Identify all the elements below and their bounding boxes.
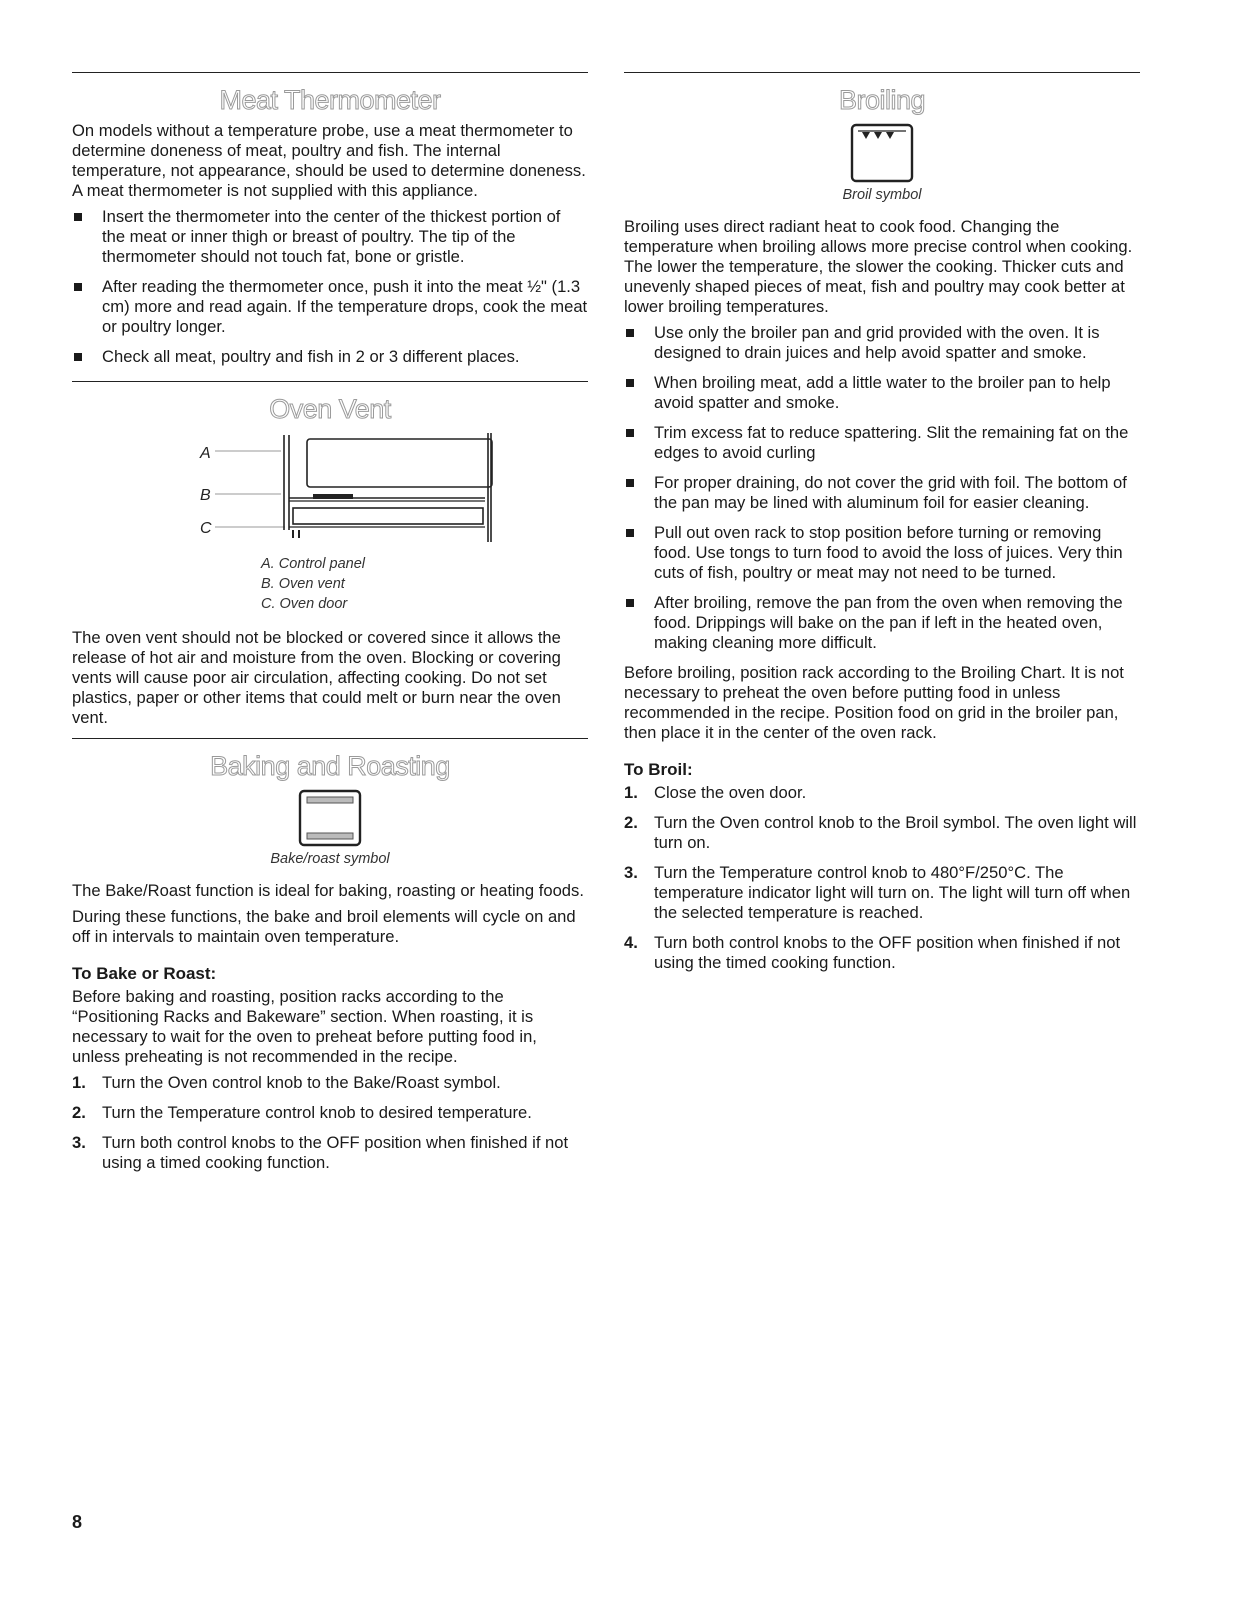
list-item: Use only the broiler pan and grid provided with the oven. It is designed to drain juices and help avoid spatter and smoke.: [624, 323, 1140, 363]
list-item: For proper draining, do not cover the grid with foil. The bottom of the pan may be lined with aluminum foil for easier cleaning.: [624, 473, 1140, 513]
step-number: 1.: [624, 783, 638, 802]
legend-item: A. Control panel: [261, 556, 365, 572]
list-item: Trim excess fat to reduce spattering. Slit the remaining fat on the edges to avoid curling: [624, 423, 1140, 463]
bake-roast-symbol-icon: [298, 789, 362, 847]
to-bake-heading: To Bake or Roast:: [72, 964, 217, 983]
legend-item: C. Oven door: [261, 596, 348, 612]
broiling-bullets: [624, 323, 1140, 653]
list-item: When broiling meat, add a little water to the broiler pan to help avoid spatter and smoke.: [624, 373, 1140, 413]
list-item: [72, 1073, 588, 1093]
to-broil-heading: To Broil:: [624, 760, 693, 779]
list-item: [72, 1103, 588, 1123]
baking-para-2: During these functions, the bake and broil elements will cycle on and off in intervals to maintain oven temperature.: [72, 907, 576, 946]
step-text: Close the oven door.: [654, 783, 807, 802]
step-text: Turn the Oven control knob to the Broil symbol. The oven light will turn on.: [654, 813, 1137, 852]
right-column: [624, 72, 1140, 983]
oven-vent-figure: [72, 430, 588, 546]
step-number: 3.: [624, 863, 638, 882]
meat-thermometer-bullets: [72, 207, 588, 367]
broil-steps: [624, 783, 1140, 973]
label-c: C: [200, 520, 212, 537]
oven-vent-body: The oven vent should not be blocked or covered since it allows the release of hot air and moisture from the oven. Blocking or covering vents will cause poor air circulation, affecting cooking. Do not set plastics, paper or other items that could melt or burn near the oven vent.: [72, 628, 561, 727]
step-text: Turn both control knobs to the OFF position when finished if not using a timed cooking function.: [102, 1133, 569, 1172]
list-item: [624, 863, 1140, 923]
step-text: Turn the Oven control knob to the Bake/Roast symbol.: [102, 1073, 501, 1092]
meat-thermometer-title: Meat Thermometer: [219, 85, 441, 115]
section-divider: [72, 72, 588, 73]
bake-symbol-caption: Bake/roast symbol: [270, 851, 390, 867]
oven-vent-diagram-icon: [165, 430, 495, 546]
label-a: A: [200, 445, 211, 462]
to-bake-intro: Before baking and roasting, position racks according to the “Positioning Racks and Bakeware” section. When roasting, it is necessary to wait for the oven to preheat before putting food in, unless preheating is not recommended in the recipe.: [72, 987, 537, 1066]
step-number: 4.: [624, 933, 638, 952]
broiling-intro: Broiling uses direct radiant heat to cook food. Changing the temperature when broiling allows more precise control when cooking. The lower the temperature, the slower the cooking. Thicker cuts and unevenly shaped pieces of meat, fish and poultry may cook better at lower broiling temperatures.: [624, 217, 1133, 316]
step-text: Turn the Temperature control knob to 480°F/250°C. The temperature indicator light will turn on. The light will turn off when the selected temperature is reached.: [654, 863, 1131, 922]
label-b: B: [200, 487, 211, 504]
oven-vent-legend: [261, 554, 588, 614]
broiling-title: Broiling: [838, 85, 926, 115]
baking-title: Baking and Roasting: [210, 751, 450, 781]
step-text: Turn the Temperature control knob to desired temperature.: [102, 1103, 532, 1122]
bake-steps: [72, 1073, 588, 1173]
list-item: Check all meat, poultry and fish in 2 or 3 different places.: [72, 347, 588, 367]
section-divider: [72, 738, 588, 739]
broil-symbol-icon: [850, 123, 914, 183]
oven-vent-title: Oven Vent: [269, 394, 391, 424]
list-item: After reading the thermometer once, push it into the meat ½" (1.3 cm) more and read again. If the temperature drops, cook the meat or poultry longer.: [72, 277, 588, 337]
step-number: 3.: [72, 1133, 86, 1152]
legend-item: B. Oven vent: [261, 576, 345, 592]
list-item: [624, 813, 1140, 853]
baking-para-1: The Bake/Roast function is ideal for baking, roasting or heating foods.: [72, 881, 584, 900]
list-item: Pull out oven rack to stop position before turning or removing food. Use tongs to turn food to avoid the loss of juices. Very thin cuts of fish, poultry or meat may not need to be turned.: [624, 523, 1140, 583]
step-number: 1.: [72, 1073, 86, 1092]
list-item: [72, 1133, 588, 1173]
broiling-para-2: Before broiling, position rack according to the Broiling Chart. It is not necessary to preheat the oven before putting food in unless recommended in the recipe. Position food on grid in the broiler pan, then place it in the center of the oven rack.: [624, 663, 1124, 742]
step-number: 2.: [624, 813, 638, 832]
step-number: 2.: [72, 1103, 86, 1122]
list-item: [624, 933, 1140, 973]
list-item: After broiling, remove the pan from the oven when removing the food. Drippings will bake on the pan if left in the heated oven, making cleaning more difficult.: [624, 593, 1140, 653]
list-item: Insert the thermometer into the center of the thickest portion of the meat or inner thigh or breast of poultry. The tip of the thermometer should not touch fat, bone or gristle.: [72, 207, 588, 267]
broil-symbol-figure: [624, 123, 1140, 183]
section-divider: [624, 72, 1140, 73]
meat-thermometer-intro: On models without a temperature probe, use a meat thermometer to determine doneness of meat, poultry and fish. The internal temperature, not appearance, should be used to determine doneness. A meat thermometer is not supplied with this appliance.: [72, 121, 586, 200]
broil-symbol-caption: Broil symbol: [842, 187, 922, 203]
bake-symbol-figure: [72, 789, 588, 847]
step-text: Turn both control knobs to the OFF position when finished if not using the timed cooking function.: [654, 933, 1121, 972]
list-item: [624, 783, 1140, 803]
section-divider: [72, 381, 588, 382]
page-number: 8: [72, 1512, 83, 1532]
left-column: [72, 72, 588, 1183]
